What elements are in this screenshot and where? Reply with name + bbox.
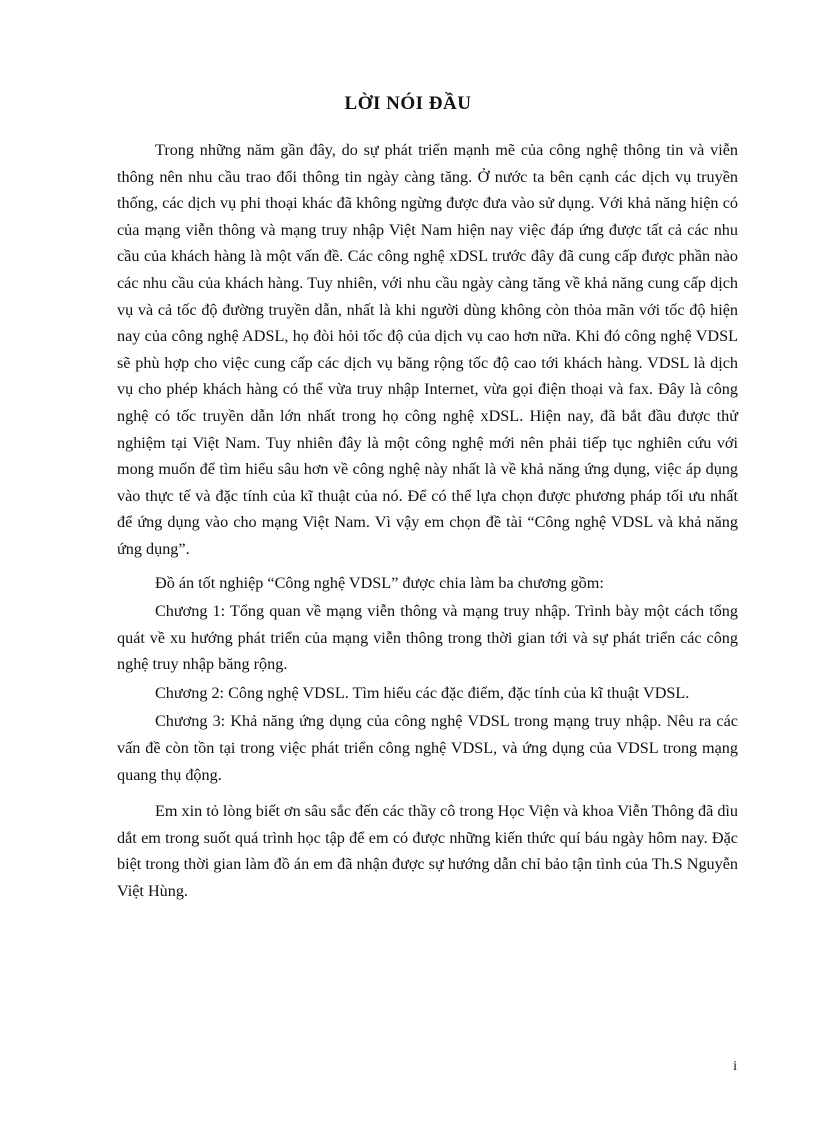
chapter-2-paragraph: Chương 2: Công nghệ VDSL. Tìm hiểu các đặc điểm, đặc tính của kĩ thuật VDSL. (155, 683, 690, 702)
document-body (117, 137, 738, 905)
acknowledgement-paragraph: Em xin tỏ lòng biết ơn sâu sắc đến các thầy cô trong Học Viện và khoa Viễn Thông đã dìu dắt em trong suốt quá trình học tập để em có được những kiến thức quí báu ngày hôm nay. Đặc biệt trong thời gian làm đồ án em đã nhận được sự hướng dẫn chỉ bảo tận tình của Th.S Nguyễn Việt Hùng. (117, 802, 738, 901)
page-title: LỜI NÓI ĐẦU (344, 93, 472, 114)
intro-paragraph: Trong những năm gần đây, do sự phát triển mạnh mẽ của công nghệ thông tin và viễn thông nên nhu cầu trao đổi thông tin ngày càng tăng. Ở nước ta bên cạnh các dịch vụ truyền thống, các dịch vụ phi thoại khác đã không ngừng được đưa vào sử dụng. Với khả năng hiện có của mạng viễn thông và mạng truy nhập Việt Nam hiện nay việc đáp ứng được tất cả các nhu cầu của khách hàng là một vấn đề. Các công nghệ xDSL trước đây đã cung cấp được phần nào các nhu cầu của khách hàng. Tuy nhiên, với nhu cầu ngày càng tăng về khả năng cung cấp dịch vụ và cả tốc độ đường truyền dẫn, nhất là khi người dùng không còn thỏa mãn với tốc độ hiện nay của công nghệ ADSL, họ đòi hỏi tốc độ của dịch vụ cao hơn nữa. Khi đó công nghệ VDSL sẽ phù hợp cho việc cung cấp các dịch vụ băng rộng tốc độ cao tới khách hàng. VDSL là dịch vụ cho phép khách hàng có thể vừa truy nhập Internet, vừa gọi điện thoại và fax. Đây là công nghệ có tốc truyền dẫn lớn nhất trong họ công nghệ xDSL. Hiện nay, đã bắt đầu được thử nghiệm tại Việt Nam. Tuy nhiên đây là một công nghệ mới nên phải tiếp tục nghiên cứu với mong muốn để tìm hiểu sâu hơn về công nghệ này nhất là về khả năng ứng dụng, việc áp dụng vào thực tế và đặc tính của kĩ thuật của nó. Để có thể lựa chọn được phương pháp tối ưu nhất để ứng dụng vào cho mạng Việt Nam. Vì vậy em chọn đề tài “Công nghệ VDSL và khả năng ứng dụng”. (117, 141, 738, 558)
chapter-1-paragraph: Chương 1: Tổng quan về mạng viễn thông và mạng truy nhập. Trình bày một cách tổng quát về xu hướng phát triển của mạng viễn thông trong thời gian tới và sự phát triển các công nghệ truy nhập băng rộng. (117, 602, 738, 674)
outline-paragraph: Đồ án tốt nghiệp “Công nghệ VDSL” được chia làm ba chương gồm: (155, 573, 604, 592)
chapter-3-paragraph: Chương 3: Khả năng ứng dụng của công nghệ VDSL trong mạng truy nhập. Nêu ra các vấn đề còn tồn tại trong việc phát triển công nghệ VDSL, và ứng dụng của VDSL trong mạng quang thụ động. (117, 712, 738, 784)
page-number: i (733, 1059, 737, 1074)
